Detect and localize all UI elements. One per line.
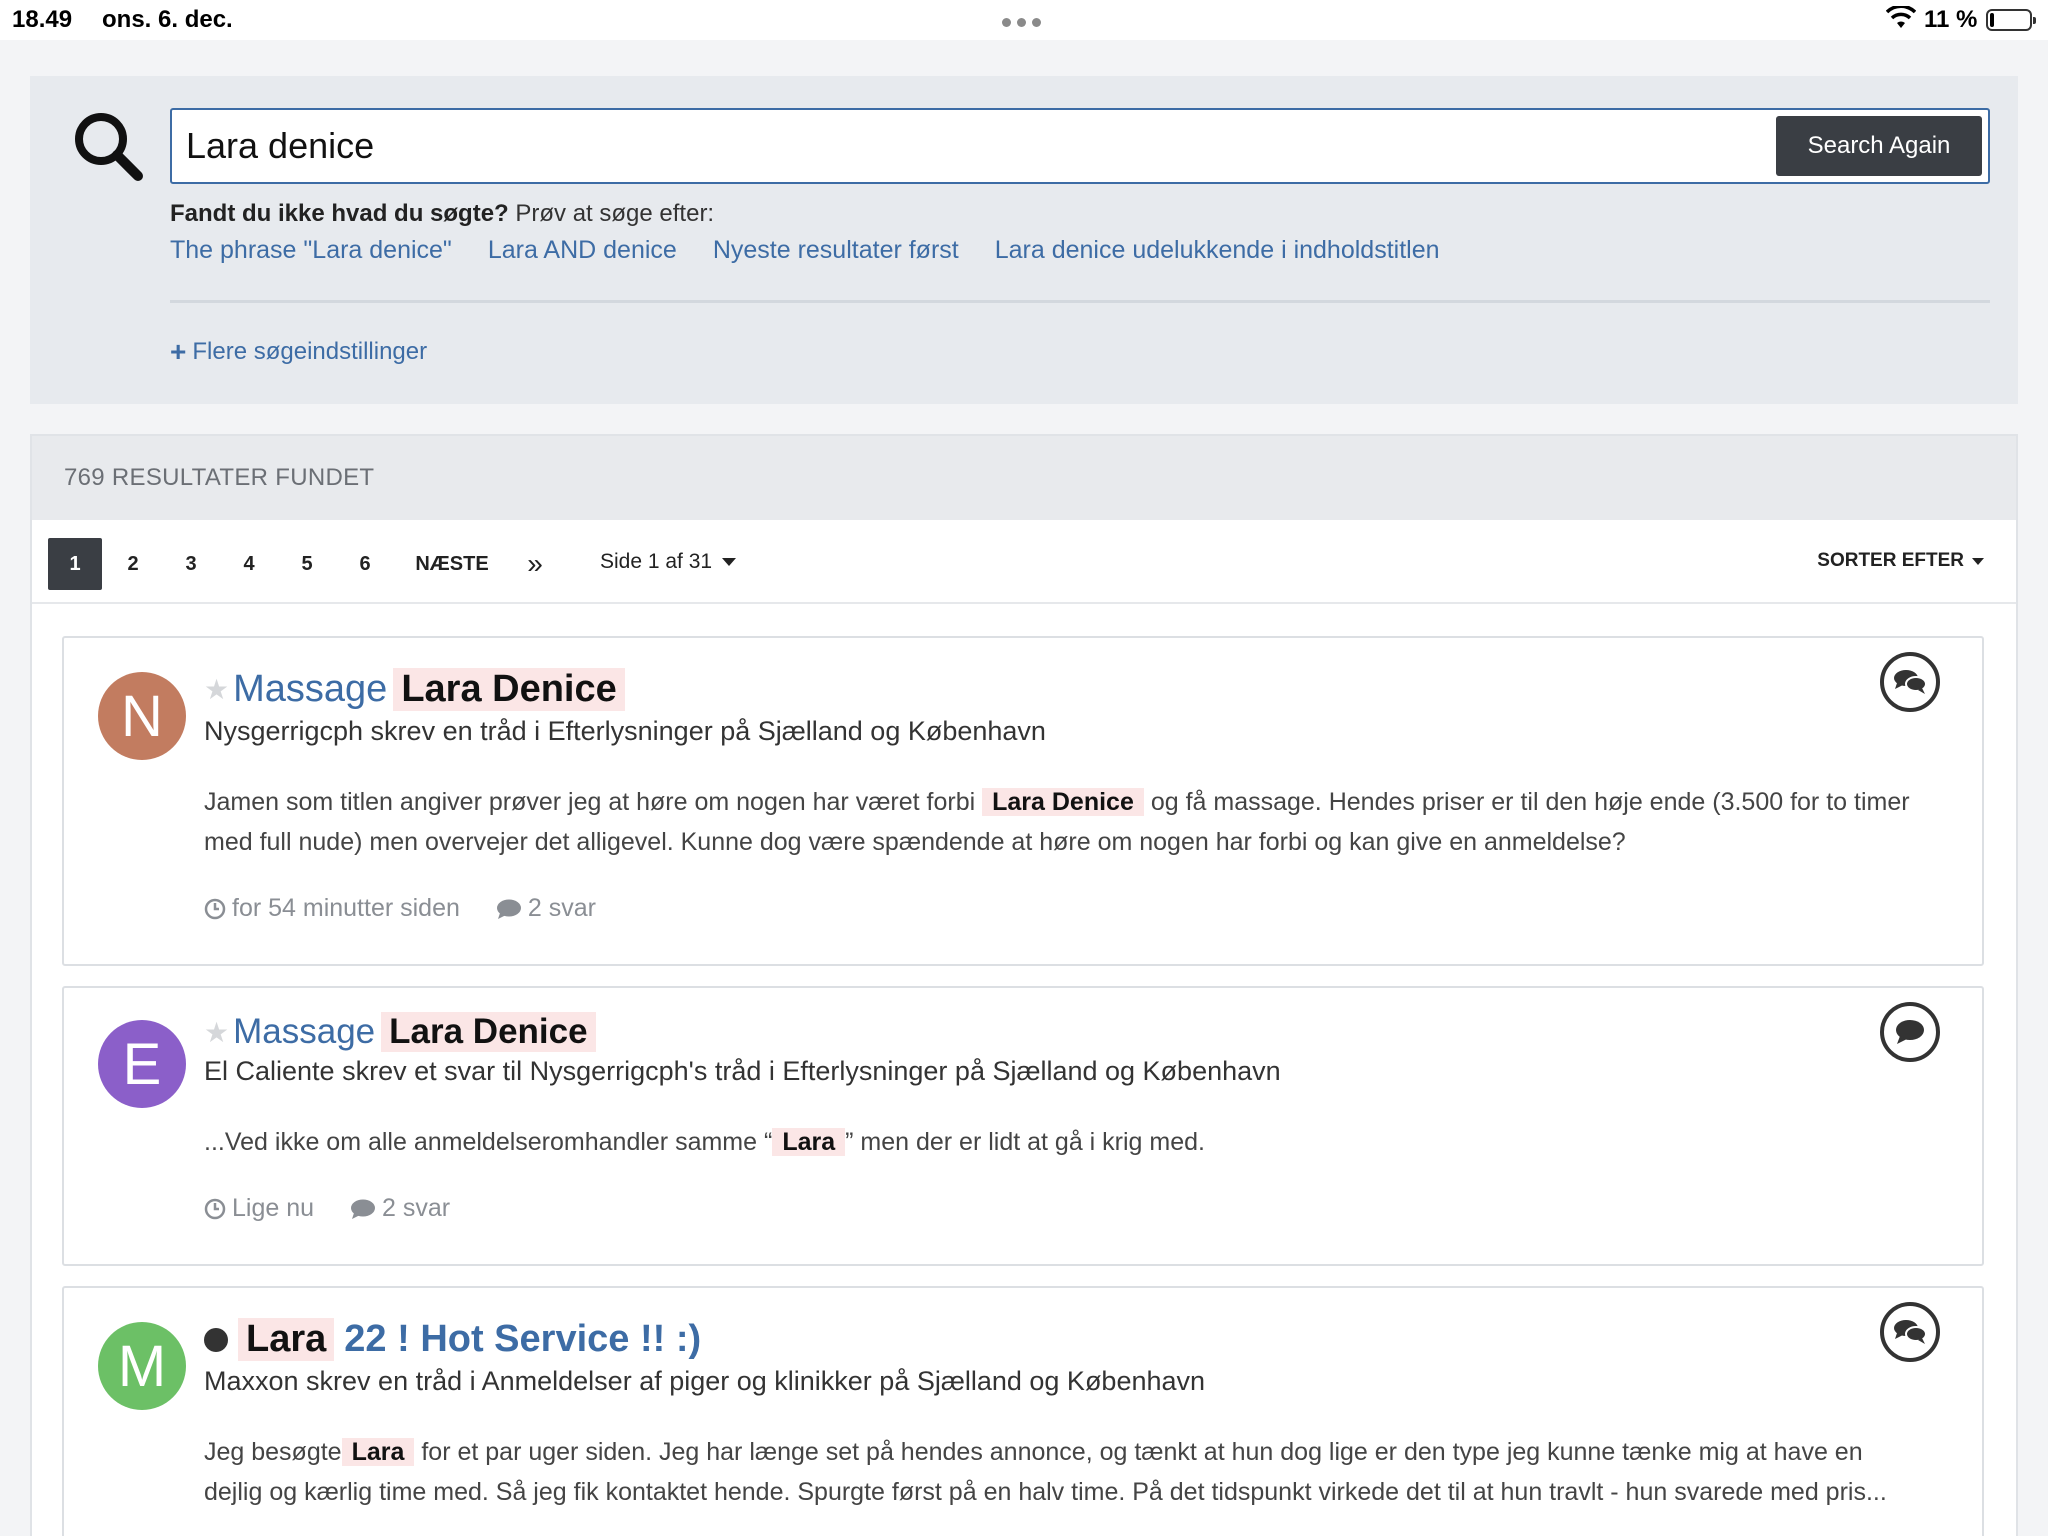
snippet-text: ...Ved ikke om alle anmeldelseromhandler samme “ [204,1128,773,1156]
clock-icon [204,898,226,920]
comments-icon[interactable] [1880,652,1940,712]
result-title-highlight: Lara Denice [393,668,624,711]
search-panel [30,76,2018,404]
snippet-highlight: Lara [342,1438,415,1466]
page-3-button[interactable]: 3 [185,552,197,575]
search-input[interactable] [186,120,1766,172]
result-meta [204,1194,450,1223]
page-1-button[interactable]: 1 [48,538,102,590]
suggestion-lead [170,200,714,228]
result-meta [204,894,596,923]
result-replies-label: 2 svar [382,1194,451,1222]
suggestion-and-link[interactable]: Lara AND denice [487,236,677,264]
avatar[interactable]: N [98,672,186,760]
caret-down-icon [722,558,736,566]
results-container [30,434,2018,1536]
result-title-highlight: Lara [238,1318,334,1361]
result-card [62,1286,1984,1536]
result-subtitle[interactable]: El Caliente skrev et svar til Nysgerrigcph's tråd i Efterlysninger på Sjælland og København [204,1056,1281,1086]
clock-icon [204,1198,226,1220]
status-bar [0,0,2048,40]
result-title-rest: 22 ! Hot Service !! :) [344,1318,702,1360]
suggestion-lead-rest: Prøv at søge efter: [508,200,715,227]
last-page-icon[interactable]: » [527,548,543,579]
battery-percent: 11 % [1924,6,1978,33]
caret-down-icon [1972,558,1984,565]
suggestion-newest-link[interactable]: Nyeste resultater først [712,236,959,264]
result-title[interactable] [204,668,625,711]
result-snippet [204,782,1924,862]
star-icon: ★ [204,674,230,705]
result-title-prefix: Massage [233,668,388,710]
comments-icon[interactable] [1880,1302,1940,1362]
snippet-text: Jeg besøgte [204,1438,342,1466]
suggestion-title-only-link[interactable]: Lara denice udelukkende i indholdstitlen [994,236,1440,264]
multitasking-dots-icon[interactable] [1002,18,1041,27]
result-snippet [204,1432,1924,1512]
suggestion-phrase-link[interactable]: The phrase "Lara denice" [170,236,452,264]
avatar[interactable]: M [98,1322,186,1410]
wifi-icon [1886,6,1916,30]
sort-label: SORTER EFTER [1817,550,1964,571]
snippet-highlight: Lara [772,1128,845,1156]
snippet-highlight: Lara Denice [982,788,1144,816]
result-time [204,1194,314,1223]
result-subtitle[interactable]: Nysgerrigcph skrev en tråd i Efterlysninger på Sjælland og København [204,716,1046,746]
result-card [62,636,1984,966]
divider [170,300,1990,303]
results-header [32,436,2016,520]
result-replies [496,894,596,923]
more-search-settings-label: Flere søgeindstillinger [192,338,428,365]
more-search-settings-link[interactable] [170,338,427,366]
comment-icon [496,898,522,920]
result-subtitle[interactable]: Maxxon skrev en tråd i Anmeldelser af piger og klinikker på Sjælland og København [204,1366,1206,1396]
search-again-button[interactable]: Search Again [1776,116,1982,176]
sort-dropdown[interactable] [1817,550,1984,572]
page-6-button[interactable]: 6 [359,552,371,575]
result-card [62,986,1984,1266]
page-jump-dropdown[interactable] [600,550,736,574]
search-field [170,108,1990,184]
result-replies-label: 2 svar [527,894,596,922]
snippet-text: for et par uger siden. Jeg har længe set på hendes annonce, og tænkt at hun dog lige er den type jeg kunne tænke mig at have en dejlig og kærlig time med. Så jeg fik kontaktet hende. Spurgte først på en halv time. På det tidspunkt virkede det til at hun travlt - hun svarede med pris... [204,1438,1887,1506]
result-title-prefix: Massage [233,1012,376,1051]
star-icon: ★ [204,1016,230,1048]
comment-icon[interactable] [1880,1002,1940,1062]
avatar[interactable]: E [98,1020,186,1108]
pagination [32,520,2016,604]
battery-icon [1986,9,2032,31]
result-title[interactable] [204,1318,701,1361]
result-snippet [204,1122,1924,1162]
search-icon [72,110,144,182]
comment-icon [350,1198,376,1220]
result-time [204,894,460,923]
snippet-text: og få massage. Hendes priser er til den høje ende (3.500 for to timer med full nude) men overvejer det alligevel. Kunne dog være spændende at høre om nogen har forbi og kan give en anmeldelse? [204,788,1910,856]
unread-dot-icon [204,1328,228,1352]
status-date: ons. 6. dec. [102,6,233,33]
page-info-label: Side 1 af 31 [600,550,713,573]
plus-icon: + [170,336,187,367]
suggestion-links [170,236,1440,265]
result-title-highlight: Lara Denice [381,1012,595,1052]
next-page-button[interactable]: NÆSTE [415,552,489,575]
snippet-text: Jamen som titlen angiver prøver jeg at høre om nogen har været forbi [204,788,983,816]
results-count: 769 RESULTATER FUNDET [64,464,375,491]
result-replies [350,1194,450,1223]
snippet-text: ” men der er lidt at gå i krig med. [845,1128,1205,1156]
suggestion-lead-bold: Fandt du ikke hvad du søgte? [170,200,509,227]
page-2-button[interactable]: 2 [127,552,139,575]
result-time-label: for 54 minutter siden [232,894,460,922]
result-time-label: Lige nu [232,1194,315,1222]
result-title[interactable] [204,1012,596,1052]
page-5-button[interactable]: 5 [301,552,313,575]
status-time: 18.49 [12,6,73,33]
page-4-button[interactable]: 4 [243,552,255,575]
